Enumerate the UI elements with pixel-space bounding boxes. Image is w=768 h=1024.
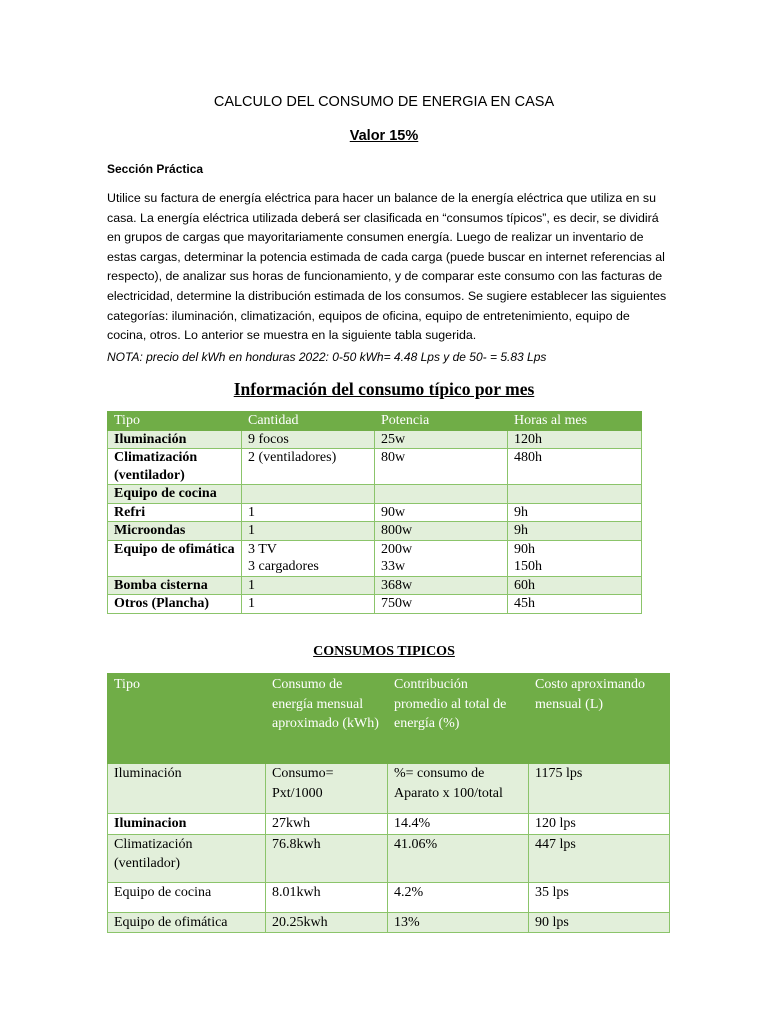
table-row [108, 430, 642, 449]
table-cell: Equipo de cocina [108, 882, 266, 912]
table-cell: 2 (ventiladores) [242, 449, 375, 485]
table-header-row [108, 412, 642, 431]
table-row [108, 449, 642, 485]
table-cell: 45h [508, 595, 642, 614]
table-row [108, 882, 670, 912]
table-cell [242, 485, 375, 504]
table-cell: 1 [242, 522, 375, 541]
table-cell: 447 lps [529, 834, 670, 882]
header-cell: Horas al mes [508, 412, 642, 431]
table-cell: %= consumo de Aparato x 100/total [388, 764, 529, 814]
table1-title: Información del consumo típico por mes [233, 379, 535, 399]
table-cell: 120 lps [529, 814, 670, 835]
table-cell: 9h [508, 503, 642, 522]
page-subtitle: Valor 15% [349, 128, 419, 144]
table-cell [375, 485, 508, 504]
table-row [108, 912, 670, 933]
table-cell: 1 [242, 503, 375, 522]
table-cell: Iluminación [108, 764, 266, 814]
table-cell: 9 focos [242, 430, 375, 449]
table-cell: 60h [508, 576, 642, 595]
table-cell [508, 485, 642, 504]
table-cell: Iluminacion [108, 814, 266, 835]
header-cell: Potencia [375, 412, 508, 431]
instructions-paragraph: Utilice su factura de energía eléctrica para hacer un balance de la energía eléctrica que utiliza en su casa. La energía eléctrica utilizada deberá ser clasificada en “consumos típicos”, es decir, se dividirá en grupos de cargas que mayoritariamente consumen energía. Luego de realizar un inventario de estas cargas, determinar la potencia estimada de cada carga (puede buscar en internet referencias al respecto), de analizar sus horas de funcionamiento, y de comparar este consumo con las facturas de electricidad, determine la distribución estimada de los consumos. Se sugiere establecer las siguientes categorías: iluminación, climatización, equipos de oficina, equipo de entretenimiento, equipo de cocina, otros. Lo anterior se muestra en la siguiente tabla sugerida. [107, 191, 667, 343]
table-cell: Bomba cisterna [108, 576, 242, 595]
table-cell: 368w [375, 576, 508, 595]
typical-consumption-summary-table [107, 673, 670, 933]
table-cell: 8.01kwh [266, 882, 388, 912]
table-cell: 480h [508, 449, 642, 485]
header-cell: Tipo [108, 674, 266, 764]
header-cell: Cantidad [242, 412, 375, 431]
table-cell: 14.4% [388, 814, 529, 835]
table-cell: 41.06% [388, 834, 529, 882]
table-cell: 35 lps [529, 882, 670, 912]
table-row [108, 764, 670, 814]
table-cell: 9h [508, 522, 642, 541]
table-cell: 120h [508, 430, 642, 449]
header-cell: Consumo de energía mensual aproximado (kWh) [266, 674, 388, 764]
table-cell: 90w [375, 503, 508, 522]
section-heading: Sección Práctica [107, 162, 204, 176]
table-cell: 800w [375, 522, 508, 541]
table-cell: 750w [375, 595, 508, 614]
header-cell: Tipo [108, 412, 242, 431]
table-cell: Microondas [108, 522, 242, 541]
table-row [108, 485, 642, 504]
table-cell: 200w 33w [375, 540, 508, 576]
table-header-row [108, 674, 670, 764]
table-row [108, 576, 642, 595]
page-title: CALCULO DEL CONSUMO DE ENERGIA EN CASA [213, 94, 555, 110]
table-cell: 13% [388, 912, 529, 933]
table-cell: Otros (Plancha) [108, 595, 242, 614]
header-cell: Contribución promedio al total de energía (%) [388, 674, 529, 764]
table-cell: Iluminación [108, 430, 242, 449]
table-row [108, 834, 670, 882]
table-row [108, 595, 642, 614]
table-cell: Consumo= Pxt/1000 [266, 764, 388, 814]
table-cell: 80w [375, 449, 508, 485]
table-cell: 1175 lps [529, 764, 670, 814]
table-cell: 27kwh [266, 814, 388, 835]
table-cell: Climatización (ventilador) [108, 834, 266, 882]
table-cell: 90 lps [529, 912, 670, 933]
table-cell: 1 [242, 576, 375, 595]
table-cell: 3 TV 3 cargadores [242, 540, 375, 576]
table-row [108, 814, 670, 835]
table-cell: 25w [375, 430, 508, 449]
table2-title: CONSUMOS TIPICOS [313, 644, 455, 659]
table-cell: Climatización (ventilador) [108, 449, 242, 485]
table-row [108, 522, 642, 541]
typical-consumption-table [107, 411, 642, 614]
table-row [108, 503, 642, 522]
table-row [108, 540, 642, 576]
table-cell: Equipo de ofimática [108, 912, 266, 933]
table-cell: Equipo de ofimática [108, 540, 242, 576]
table-cell: 4.2% [388, 882, 529, 912]
table-cell: Equipo de cocina [108, 485, 242, 504]
table-cell: 76.8kwh [266, 834, 388, 882]
header-cell: Costo aproximando mensual (L) [529, 674, 670, 764]
table-cell: 1 [242, 595, 375, 614]
table-cell: Refri [108, 503, 242, 522]
price-note: NOTA: precio del kWh en honduras 2022: 0-50 kWh= 4.48 Lps y de 50- = 5.83 Lps [107, 350, 547, 364]
table-cell: 20.25kwh [266, 912, 388, 933]
table-cell: 90h 150h [508, 540, 642, 576]
